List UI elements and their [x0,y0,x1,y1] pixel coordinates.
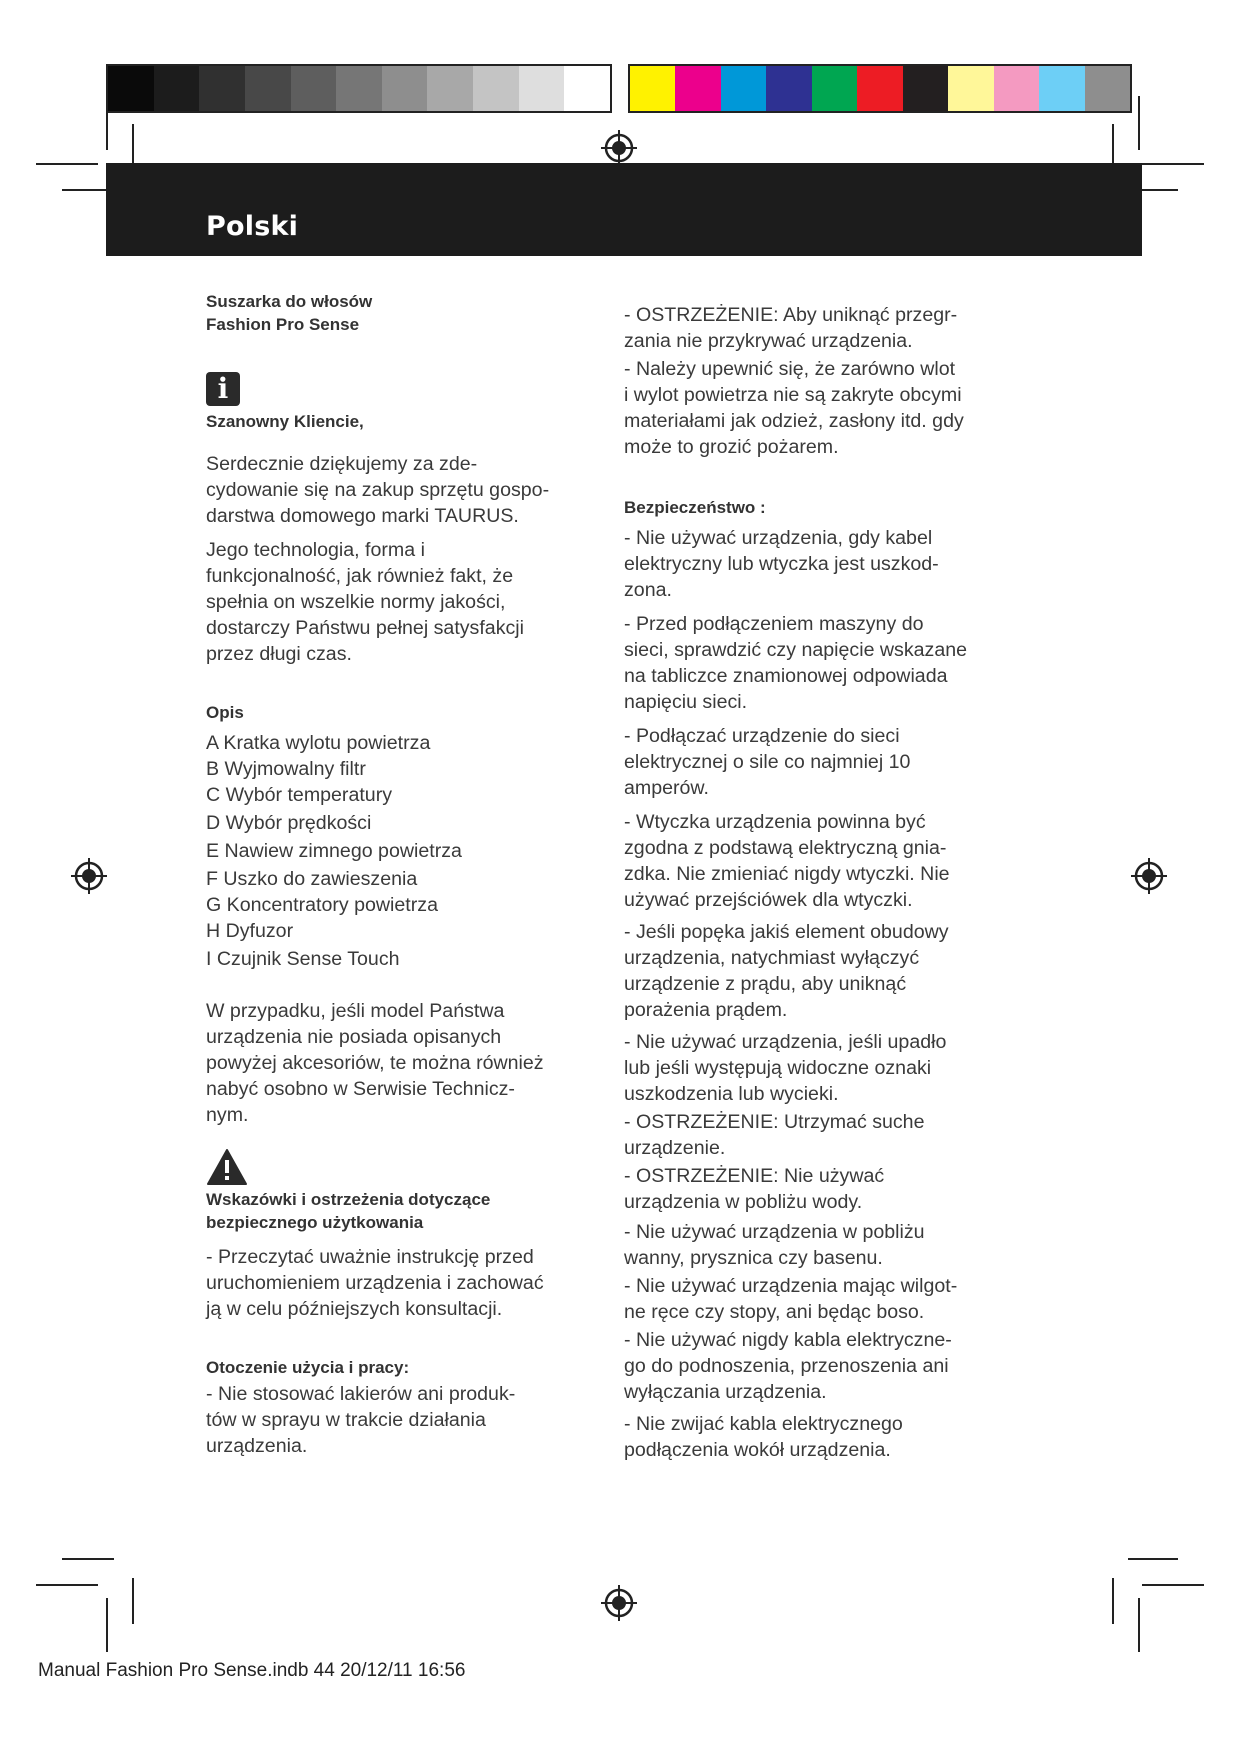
list-item: C Wybór temperatury [206,784,393,806]
opis-heading: Opis [206,703,244,722]
safety-item [624,1273,1004,1325]
warning-icon [206,1148,248,1186]
gray-color-bar [106,64,612,113]
color-swatch [812,66,857,111]
list-item: G Koncentratory powietrza [206,894,438,916]
text-line: - Nie używać urządzenia mając wilgot- [624,1275,958,1297]
parts-list [206,730,586,972]
crop-mark [36,163,98,165]
right-column [624,302,1004,1463]
text-line: elektryczny lub wtyczka jest uszkod- [624,553,939,575]
text-line: - OSTRZEŻENIE: Utrzymać suche [624,1111,925,1133]
info-icon: i [206,372,240,406]
airflow-paragraph [624,356,1004,460]
color-swatch [766,66,811,111]
text-line: powyżej akcesoriów, te można również [206,1052,544,1074]
list-item: A Kratka wylotu powietrza [206,732,431,754]
text-line: używać przejściówek dla wtyczki. [624,889,913,911]
safety-item [624,1109,1004,1161]
text-line: - Wtyczka urządzenia powinna być [624,811,926,833]
text-line: Jego technologia, forma i [206,539,425,561]
text-line: urządzenie z prądu, aby uniknąć [624,973,907,995]
text-line: - Nie używać urządzenia, jeśli upadło [624,1031,947,1053]
crop-mark [62,1558,114,1560]
gray-swatch [382,66,428,111]
text-line: - Nie używać nigdy kabla elektryczne- [624,1329,952,1351]
text-line: - OSTRZEŻENIE: Aby uniknąć przegr- [624,304,958,326]
text-line: uszkodzenia lub wycieki. [624,1083,839,1105]
text-line: nabyć osobno w Serwisie Technicz- [206,1078,515,1100]
text-line: urządzenia nie posiada opisanych [206,1026,502,1048]
text-line: W przypadku, jeśli model Państwa [206,1000,505,1022]
environment-heading: Otoczenie użycia i pracy: [206,1358,410,1377]
color-swatch [1085,66,1130,111]
text-line: dostarczy Państwu pełnej satysfakcji [206,617,524,639]
text-line: uruchomieniem urządzenia i zachować [206,1272,544,1294]
text-line: urządzenia. [206,1435,308,1457]
list-item: D Wybór prędkości [206,812,372,834]
text-line: zania nie przykrywać urządzenia. [624,330,913,352]
color-swatch [1039,66,1084,111]
accessories-paragraph [206,998,586,1128]
overheat-warning [624,302,1004,354]
gray-swatch [336,66,382,111]
crop-mark [1142,163,1204,165]
gray-swatch [564,66,610,111]
safety-item [624,1219,1004,1271]
crop-mark [1142,1584,1204,1586]
color-swatch [994,66,1039,111]
registration-mark-icon [1129,856,1169,896]
color-swatch [675,66,720,111]
text-line: zgodna z podstawą elektryczną gnia- [624,837,947,859]
thanks-paragraph [206,451,586,529]
color-swatch [630,66,675,111]
text-line: - Przed podłączeniem maszyny do [624,613,924,635]
text-line: wanny, prysznica czy basenu. [624,1247,883,1269]
text-line: urządzenia, natychmiast wyłączyć [624,947,920,969]
text-line: Serdecznie dziękujemy za zde- [206,453,478,475]
text-line: cydowanie się na zakup sprzętu gospo- [206,479,550,501]
text-line: - Nie zwijać kabla elektrycznego [624,1413,903,1435]
product-title-line-2: Fashion Pro Sense [206,315,360,334]
text-line: lub jeśli występują widoczne oznaki [624,1057,932,1079]
text-line: zona. [624,579,672,601]
text-line: materiałami jak odzież, zasłony itd. gdy [624,410,964,432]
text-line: - Nie stosować lakierów ani produk- [206,1383,516,1405]
list-item: F Uszko do zawieszenia [206,868,418,890]
color-swatch [857,66,902,111]
text-line: przez długi czas. [206,643,352,665]
gray-swatch [154,66,200,111]
text-line: urządzenia w pobliżu wody. [624,1191,863,1213]
text-line: tów w sprayu w trakcie działania [206,1409,486,1431]
list-item: E Nawiew zimnego powietrza [206,840,462,862]
text-line: - Przeczytać uważnie instrukcję przed [206,1246,534,1268]
safety-item [624,919,1004,1023]
color-swatch [721,66,766,111]
text-line: go do podnoszenia, przenoszenia ani [624,1355,949,1377]
safety-item [624,723,1004,801]
gray-swatch [427,66,473,111]
crop-mark [36,1584,98,1586]
safety-heading: Bezpieczeństwo : [624,498,766,517]
registration-mark-icon [69,856,109,896]
text-line: napięciu sieci. [624,691,748,713]
product-title-line-1: Suszarka do włosów [206,292,373,311]
text-line: - Jeśli popęka jakiś element obudowy [624,921,949,943]
text-line: urządzenie. [624,1137,726,1159]
environment-paragraph [206,1381,586,1459]
text-line: nym. [206,1104,249,1126]
text-line: - Nie używać urządzenia, gdy kabel [624,527,933,549]
text-line: sieci, sprawdzić czy napięcie wskazane [624,639,968,661]
safety-item [624,611,1004,715]
list-item: H Dyfuzor [206,920,294,942]
safety-item [624,1411,1004,1463]
safety-warnings-heading-1: Wskazówki i ostrzeżenia dotyczące [206,1190,491,1209]
text-line: zdka. Nie zmieniać nigdy wtyczki. Nie [624,863,950,885]
text-line: - Należy upewnić się, że zarówno wlot [624,358,956,380]
gray-swatch [199,66,245,111]
crop-mark [106,96,108,150]
greeting: Szanowny Kliencie, [206,412,364,431]
text-line: darstwa domowego marki TAURUS. [206,505,519,527]
text-line: ją w celu późniejszych konsultacji. [206,1298,503,1320]
safety-item [624,1163,1004,1215]
text-line: podłączenia wokół urządzenia. [624,1439,891,1461]
gray-swatch [473,66,519,111]
crop-mark [106,1598,108,1652]
text-line: funkcjonalność, jak również fakt, że [206,565,514,587]
technology-paragraph [206,537,586,667]
print-slug: Manual Fashion Pro Sense.indb 44 20/12/11 16:56 [38,1660,466,1681]
crop-mark [1138,96,1140,150]
text-line: amperów. [624,777,709,799]
header-band [106,163,1142,256]
crop-mark [1112,1578,1114,1624]
safety-item [624,809,1004,913]
gray-swatch [291,66,337,111]
text-line: elektrycznej o sile co najmniej 10 [624,751,911,773]
text-line: i wylot powietrza nie są zakryte obcymi [624,384,962,406]
text-line: - OSTRZEŻENIE: Nie używać [624,1165,885,1187]
registration-mark-icon [599,1583,639,1623]
left-column [206,290,586,1459]
text-line: wyłączania urządzenia. [624,1381,827,1403]
process-color-bar [628,64,1132,113]
registration-mark-icon [599,128,639,168]
color-swatch [903,66,948,111]
text-line: spełnia on wszelkie normy jakości, [206,591,506,613]
list-item: I Czujnik Sense Touch [206,948,400,970]
safety-warnings-heading-2: bezpiecznego użytkowania [206,1213,424,1232]
read-instructions-paragraph [206,1244,586,1322]
text-line: - Nie używać urządzenia w pobliżu [624,1221,925,1243]
crop-mark [132,1578,134,1624]
safety-item [624,1029,1004,1107]
list-item: B Wyjmowalny filtr [206,758,366,780]
text-line: porażenia prądem. [624,999,788,1021]
text-line: ne ręce czy stopy, ani będąc boso. [624,1301,925,1323]
text-line: może to grozić pożarem. [624,436,839,458]
gray-swatch [245,66,291,111]
gray-swatch [519,66,565,111]
color-swatch [948,66,993,111]
gray-swatch [108,66,154,111]
safety-item [624,1327,1004,1405]
language-title: Polski [206,211,299,242]
crop-mark [1138,1598,1140,1652]
crop-mark [1128,1558,1178,1560]
text-line: - Podłączać urządzenie do sieci [624,725,900,747]
text-line: na tabliczce znamionowej odpowiada [624,665,948,687]
safety-item [624,525,1004,603]
